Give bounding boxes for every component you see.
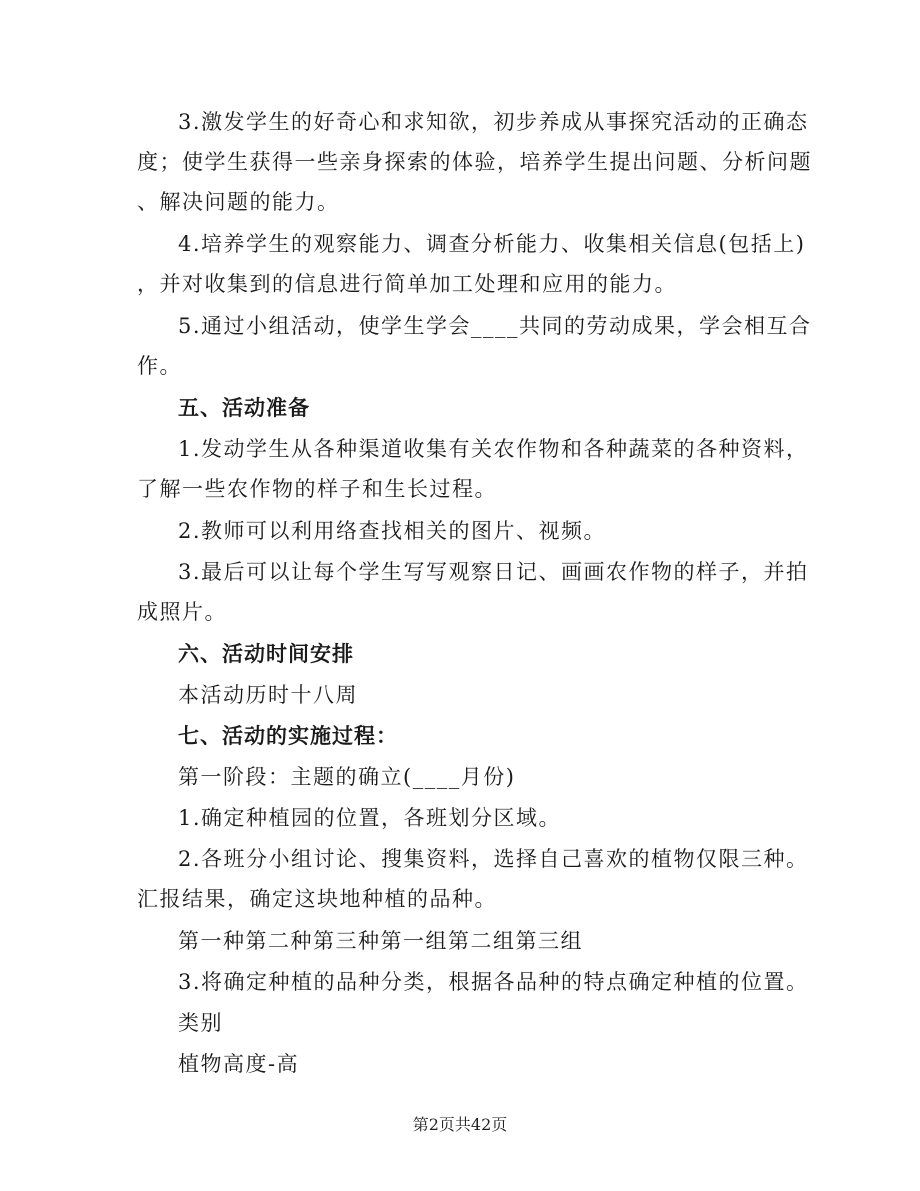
- paragraph-4-line-1: 4.培养学生的观察能力、调查分析能力、收集相关信息(包括上): [178, 232, 806, 256]
- paragraph-3-line-3: 、解决问题的能力。: [137, 190, 340, 214]
- paragraph-4-line-2: ，并对收集到的信息进行简单加工处理和应用的能力。: [137, 272, 677, 296]
- paragraph-3-line-1: 3.激发学生的好奇心和求知欲，初步养成从事探究活动的正确态: [178, 110, 809, 134]
- plant-height-label: 植物高度-高: [178, 1052, 300, 1076]
- prep-item-3-line-1: 3.最后可以让每个学生写写观察日记、画画农作物的样子，并拍: [178, 560, 809, 584]
- stage-1-item-2-line-2: 汇报结果，确定这块地种植的品种。: [137, 887, 497, 911]
- paragraph-3-line-2: 度；使学生获得一些亲身探索的体验，培养学生提出问题、分析问题: [137, 150, 812, 174]
- paragraph-5-line-1: 5.通过小组活动，使学生学会____共同的劳动成果，学会相互合: [178, 314, 812, 338]
- stage-1-item-3: 3.将确定种植的品种分类，根据各品种的特点确定种植的位置。: [178, 970, 809, 994]
- table-header-row: 第一种第二种第三种第一组第二组第三组: [178, 929, 583, 953]
- stage-1-item-2-line-1: 2.各班分小组讨论、搜集资料，选择自己喜欢的植物仅限三种。: [178, 847, 809, 871]
- prep-item-3-line-2: 成照片。: [137, 600, 227, 624]
- page-number-footer: 第2页共42页: [412, 1115, 508, 1134]
- section-heading-schedule: 六、活动时间安排: [178, 642, 354, 666]
- prep-item-1-line-2: 了解一些农作物的样子和生长过程。: [137, 477, 497, 501]
- section-heading-preparation: 五、活动准备: [178, 396, 310, 420]
- stage-1-item-1: 1.确定种植园的位置，各班划分区域。: [178, 806, 562, 830]
- prep-item-2: 2.教师可以利用络查找相关的图片、视频。: [178, 519, 607, 543]
- section-heading-process: 七、活动的实施过程：: [178, 724, 398, 748]
- paragraph-5-line-2: 作。: [137, 354, 182, 378]
- stage-1-title: 第一阶段：主题的确立(____月份): [178, 765, 516, 789]
- schedule-text: 本活动历时十八周: [178, 683, 358, 707]
- prep-item-1-line-1: 1.发动学生从各种渠道收集有关农作物和各种蔬菜的各种资料，: [178, 437, 809, 461]
- category-label: 类别: [178, 1011, 223, 1035]
